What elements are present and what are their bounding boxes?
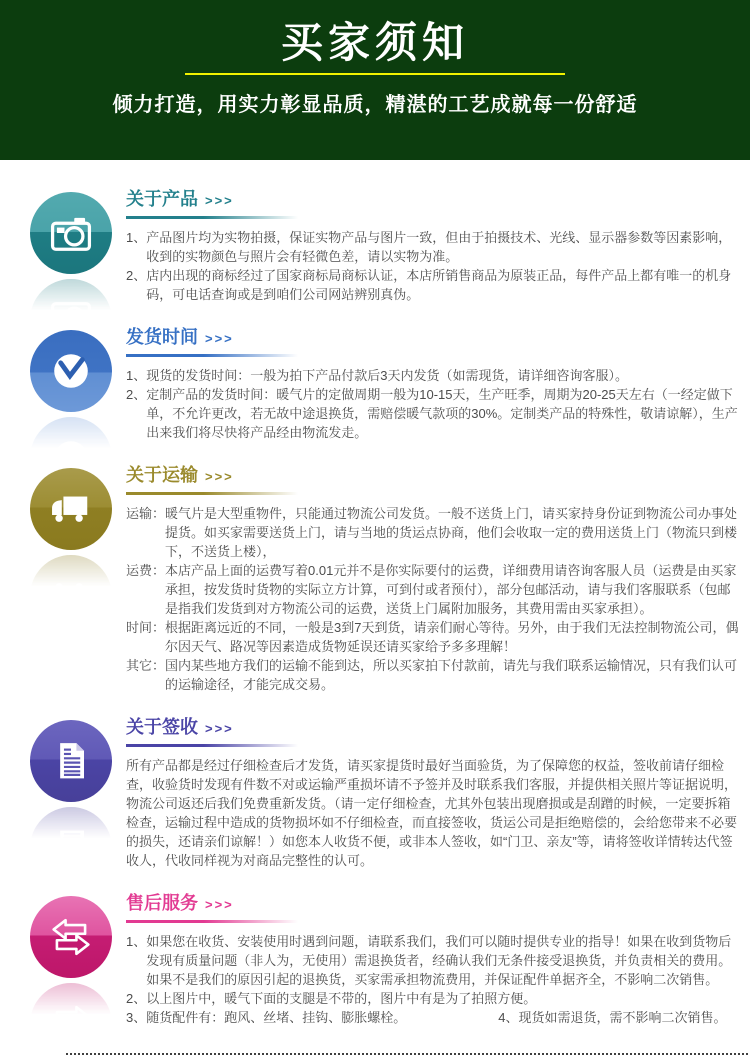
- item-text: 国内某些地方我们的运输不能到达，所以买家拍下付款前，请先与我们联系运输情况，只有我们认可的运输途径，才能完成交易。: [165, 658, 738, 692]
- list-item: [126, 504, 740, 561]
- item-marker: 运输：: [126, 506, 166, 521]
- banner: [0, 0, 750, 160]
- item-marker: 运费：: [126, 563, 166, 578]
- list-item: [126, 1008, 406, 1027]
- section-items: [126, 228, 740, 304]
- item-text: 产品图片均为实物拍摄，保证实物产品与图片一致，但由于拍摄技术、光线、显示器参数等因素影响，收到的实物颜色与照片会有轻微色差，请以实物为准。: [146, 230, 732, 264]
- title-underline: [185, 73, 565, 75]
- list-item: [126, 385, 740, 442]
- item-marker: 1、: [126, 230, 147, 245]
- section-icon-column: [30, 716, 112, 870]
- document-icon: [30, 720, 112, 802]
- item-text: 现货的发货时间：一般为拍下产品付款后3天内发货（如需现货，请详细咨询客服）。: [146, 368, 628, 383]
- item-text: 以上图片中，暖气下面的支腿是不带的，图片中有是为了拍照方便。: [146, 991, 537, 1006]
- page-subtitle: 倾力打造，用实力彰显品质，精湛的工艺成就每一份舒适: [112, 94, 638, 117]
- item-marker: 2、: [126, 991, 147, 1006]
- section-content: [112, 716, 740, 870]
- item-text: 暖气片是大型重物件，只能通过物流公司发货。一般不送货上门，请买家持身份证到物流公司办事处提货。如买家需要送货上门，请与当地的货运点协商，他们会收取一定的费用送货上门（物流只到楼下，不送货上楼），: [165, 506, 738, 559]
- item-marker: 3、: [126, 1010, 147, 1025]
- section-about-transport: [0, 464, 750, 694]
- list-item: [126, 618, 740, 656]
- heading-underline: [126, 744, 298, 747]
- section-title: 售后服务: [126, 893, 198, 913]
- arrows-decoration: >>>: [205, 721, 234, 736]
- exchange-arrows-icon: [30, 896, 112, 978]
- clock-icon: [30, 330, 112, 412]
- item-text: 如果您在收货、安装使用时遇到问题，请联系我们，我们可以随时提供专业的指导！如果在收到货物后发现有质量问题（非人为，无使用）需退换货者，经确认我们无条件接受退换货，并负责相关的费用。如果不是我们的原因引起的退换货，买家需承担物流费用，并保证配件单据齐全，不影响二次销售。: [146, 934, 732, 987]
- list-item: [126, 656, 740, 694]
- section-after-sales: [0, 892, 750, 1027]
- item-marker: 4、: [498, 1010, 519, 1025]
- item-text: 定制产品的发货时间：暖气片的定做周期一般为10-15天，生产旺季，周期为20-25天左右（一经定做下单，不允许更改，若无故中途退换货，需赔偿暖气款项的30%。定制类产品的特殊性，敬请谅解），生产出来我们将尽快将产品经由物流发走。: [146, 387, 738, 440]
- list-item: [126, 366, 740, 385]
- item-text: 店内出现的商标经过了国家商标局商标认证，本店所销售商品为原装正品，每件产品上都有唯一的机身码，可电话查询或是到咱们公司网站辨别真伪。: [146, 268, 732, 302]
- section-title: 关于产品: [126, 189, 198, 209]
- list-item: [126, 989, 740, 1008]
- section-icon-column: [30, 326, 112, 442]
- page-title: 买家须知: [280, 19, 469, 66]
- heading-underline: [126, 354, 298, 357]
- section-items: [126, 366, 740, 442]
- section-heading: [126, 464, 740, 495]
- section-items: [126, 756, 740, 870]
- item-text: 本店产品上面的运费写着0.01元并不是你实际要付的运费，详细费用请咨询客服人员（运费是由买家承担，按发货时货物的实际立方计算，可到付或者预付），部分包邮活动，请与我们客服联系（包邮是指我们发货到对方物流公司的运费，送货上门属附加服务，其费用需由买家承担）。: [165, 563, 737, 616]
- list-item: [126, 932, 740, 989]
- section-shipping-time: [0, 326, 750, 442]
- section-content: [112, 464, 740, 694]
- section-content: [112, 892, 740, 1027]
- section-about-product: [0, 188, 750, 304]
- list-item: [126, 266, 740, 304]
- heading-underline: [126, 920, 298, 923]
- item-text: 随货配件有：跑风、丝堵、挂钩、膨胀螺栓。: [146, 1010, 407, 1025]
- item-text: 所有产品都是经过仔细检查后才发货，请买家提货时最好当面验货，为了保障您的权益，签收前请仔细检查，收验货时发现有件数不对或运输严重损坏请不予签并及时联系我们客服，并提供相关照片等证据说明，物流公司返还后我们免费重新发货。（请一定仔细检查，尤其外包装出现磨损或是刮蹭的时候，一定要拆箱检查，运输过程中造成的货物损坏如不仔细检查，而直接签收，货运公司是拒绝赔偿的，会给您带来不必要的损失，还请亲们谅解！）如您本人收货不便，或非本人签收，如“门卫、亲友”等，请将签收详情转达代签收人，代收同样视为对商品完整性的认可。: [126, 758, 738, 868]
- heading-underline: [126, 492, 298, 495]
- section-title: 关于运输: [126, 465, 198, 485]
- item-marker: 时间：: [126, 620, 166, 635]
- section-items: [126, 932, 740, 1027]
- arrows-decoration: >>>: [205, 469, 234, 484]
- truck-icon: [30, 468, 112, 550]
- list-item: [498, 1008, 726, 1027]
- section-heading: [126, 716, 740, 747]
- section-about-receipt: [0, 716, 750, 870]
- arrows-decoration: >>>: [205, 193, 234, 208]
- section-icon-column: [30, 464, 112, 694]
- heading-underline: [126, 216, 298, 219]
- section-title: 发货时间: [126, 327, 198, 347]
- section-icon-column: [30, 188, 112, 304]
- section-items: [126, 504, 740, 694]
- list-item-pair-row: [126, 1008, 740, 1027]
- section-content: [112, 326, 740, 442]
- item-text: 现货如需退货，需不影响二次销售。: [518, 1010, 727, 1025]
- list-item: [126, 228, 740, 266]
- section-title: 关于签收: [126, 717, 198, 737]
- arrows-decoration: >>>: [205, 897, 234, 912]
- section-content: [112, 188, 740, 304]
- section-heading: [126, 326, 740, 357]
- section-icon-column: [30, 892, 112, 1027]
- item-marker: 2、: [126, 268, 147, 283]
- item-marker: 其它：: [126, 658, 166, 673]
- bottom-dotted-divider: [66, 1053, 748, 1055]
- section-heading: [126, 188, 740, 219]
- list-item: [126, 756, 740, 870]
- arrows-decoration: >>>: [205, 331, 234, 346]
- item-marker: 1、: [126, 368, 147, 383]
- list-item: [126, 561, 740, 618]
- camera-icon: [30, 192, 112, 274]
- item-text: 根据距离远近的不同，一般是3到7天到货，请亲们耐心等待。另外，由于我们无法控制物流公司，偶尔因天气、路况等因素造成货物延误还请买家给予多多理解！: [165, 620, 739, 654]
- section-heading: [126, 892, 740, 923]
- item-marker: 1、: [126, 934, 147, 949]
- item-marker: 2、: [126, 387, 147, 402]
